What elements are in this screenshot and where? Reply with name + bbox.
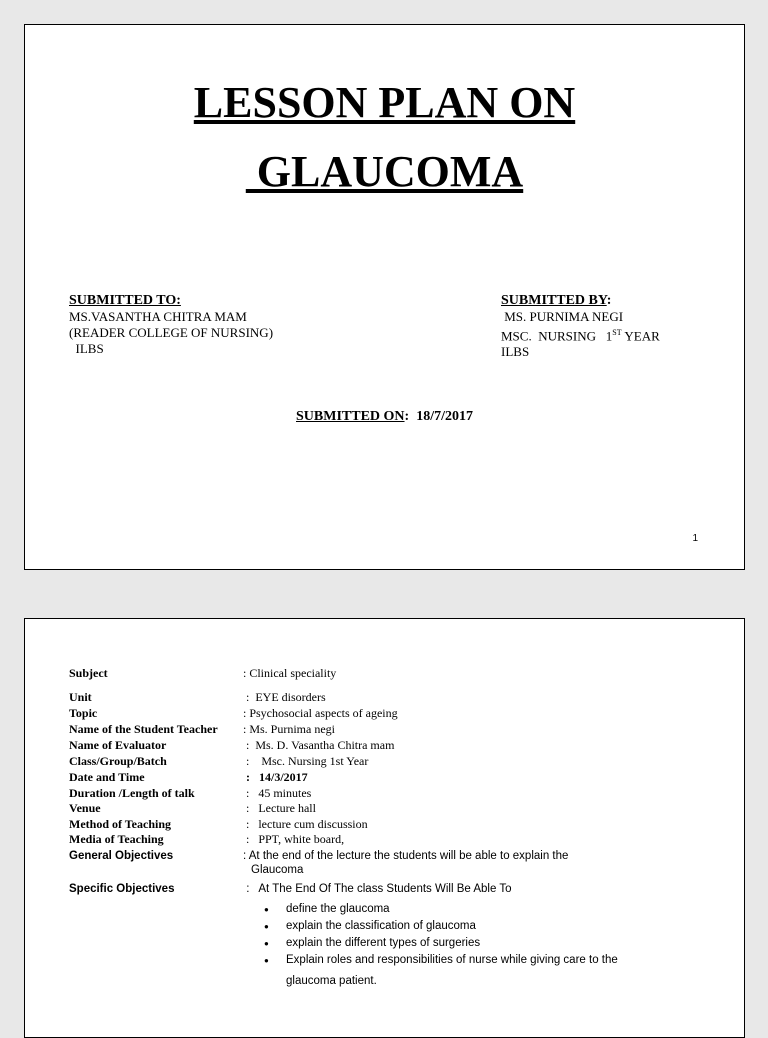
value-evaluator: : Ms. D. Vasantha Chitra mam bbox=[243, 738, 395, 752]
objective-text: define the glaucoma bbox=[286, 903, 390, 915]
row-unit bbox=[69, 689, 326, 705]
label-student-teacher: Name of the Student Teacher bbox=[69, 722, 218, 736]
value-student-teacher: : Ms. Purnima negi bbox=[243, 722, 335, 736]
submitted-to-block bbox=[69, 293, 273, 357]
submitted-to-designation: (READER COLLEGE OF NURSING) bbox=[69, 325, 274, 340]
submitted-by-course-year: YEAR bbox=[621, 328, 660, 344]
value-duration: : 45 minutes bbox=[243, 786, 312, 800]
label-subject: Subject bbox=[69, 666, 108, 680]
value-general-objectives: : At the end of the lecture the students will be able to explain the bbox=[243, 850, 569, 862]
submitted-by-course-text: MSC. NURSING 1 bbox=[501, 328, 613, 344]
label-topic: Topic bbox=[69, 706, 98, 720]
row-subject bbox=[69, 665, 336, 681]
submitted-by-heading-row bbox=[501, 293, 660, 309]
list-item bbox=[258, 935, 618, 952]
row-media bbox=[69, 831, 344, 847]
label-class-batch: Class/Group/Batch bbox=[69, 754, 167, 768]
row-duration bbox=[69, 785, 311, 801]
value-venue: : Lecture hall bbox=[243, 801, 316, 815]
submitted-by-heading: SUBMITTED BY bbox=[501, 293, 607, 308]
submitted-on-date: 18/7/2017 bbox=[416, 409, 473, 424]
row-student-teacher bbox=[69, 721, 335, 737]
value-media: : PPT, white board, bbox=[243, 832, 345, 846]
list-item bbox=[258, 918, 618, 935]
title-line-1: LESSON PLAN ON bbox=[193, 78, 576, 127]
objective-text: explain the different types of surgeries bbox=[286, 937, 481, 949]
row-evaluator bbox=[69, 737, 394, 753]
title-line-2: GLAUCOMA bbox=[245, 147, 524, 196]
label-date-time: Date and Time bbox=[69, 770, 145, 784]
submitted-on-colon: : bbox=[404, 409, 417, 424]
list-item bbox=[258, 952, 618, 990]
submitted-by-course-sup: ST bbox=[612, 328, 622, 337]
objective-text: Explain roles and responsibilities of nurse while giving care to the bbox=[286, 954, 618, 966]
label-specific-objectives: Specific Objectives bbox=[69, 883, 175, 895]
specific-objectives-list bbox=[258, 901, 618, 990]
submitted-to-institute: ILBS bbox=[69, 341, 104, 356]
value-subject: : Clinical speciality bbox=[243, 666, 337, 680]
cover-page bbox=[24, 24, 745, 570]
details-page bbox=[24, 618, 745, 1038]
submitted-on-label: SUBMITTED ON bbox=[296, 409, 405, 424]
row-venue bbox=[69, 800, 316, 816]
row-general-objectives bbox=[69, 847, 568, 864]
submitted-by-block bbox=[501, 293, 660, 360]
submitted-by-colon: : bbox=[606, 293, 612, 308]
submitted-to-heading: SUBMITTED TO: bbox=[69, 293, 181, 308]
row-class-batch bbox=[69, 753, 368, 769]
general-objective-continuation: Glaucoma bbox=[251, 864, 304, 876]
list-item bbox=[258, 901, 618, 918]
submitted-by-institute: ILBS bbox=[501, 344, 530, 360]
value-specific-objectives: : At The End Of The class Students Will Be Able To bbox=[243, 883, 512, 895]
label-duration: Duration /Length of talk bbox=[69, 786, 195, 800]
value-topic: : Psychosocial aspects of ageing bbox=[243, 706, 398, 720]
label-unit: Unit bbox=[69, 690, 92, 704]
submitted-by-name: MS. PURNIMA NEGI bbox=[501, 309, 624, 324]
submitted-on bbox=[25, 409, 744, 425]
row-topic bbox=[69, 705, 398, 721]
submitted-by-course bbox=[501, 325, 660, 344]
value-method: : lecture cum discussion bbox=[243, 817, 368, 831]
value-class-batch: : Msc. Nursing 1st Year bbox=[243, 754, 369, 768]
label-general-objectives: General Objectives bbox=[69, 850, 174, 862]
label-venue: Venue bbox=[69, 801, 101, 815]
row-method bbox=[69, 816, 368, 832]
label-media: Media of Teaching bbox=[69, 832, 164, 846]
row-specific-objectives bbox=[69, 880, 511, 897]
value-unit: : EYE disorders bbox=[243, 690, 326, 704]
page-number: 1 bbox=[692, 533, 698, 544]
submitted-to-name: MS.VASANTHA CHITRA MAM bbox=[69, 309, 247, 324]
objective-continuation: glaucoma patient. bbox=[286, 975, 377, 987]
label-method: Method of Teaching bbox=[69, 817, 172, 831]
value-date-time: : 14/3/2017 bbox=[243, 770, 308, 784]
row-date-time bbox=[69, 769, 308, 785]
objective-text: explain the classification of glaucoma bbox=[286, 920, 476, 932]
label-evaluator: Name of Evaluator bbox=[69, 738, 167, 752]
